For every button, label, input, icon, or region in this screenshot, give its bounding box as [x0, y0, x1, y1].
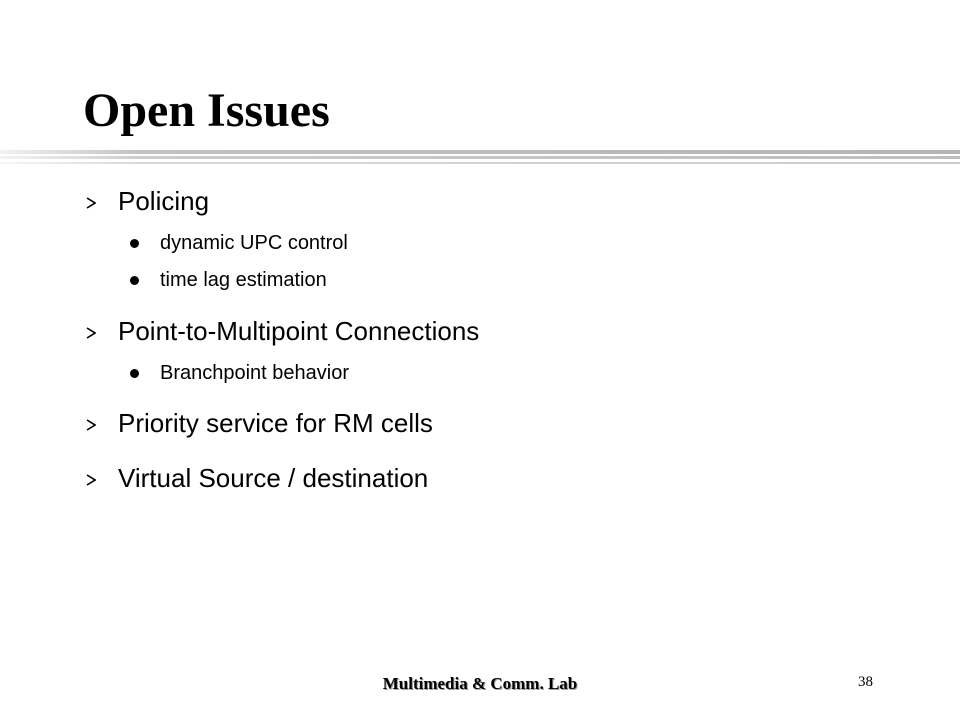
bullet-text: Priority service for RM cells — [118, 408, 433, 438]
slide-title: Open Issues — [83, 84, 330, 137]
dot-bullet-icon — [130, 276, 139, 285]
sub-bullet-text: Branchpoint behavior — [160, 362, 350, 384]
footer-lab-name: Multimedia & Comm. Lab — [382, 674, 578, 693]
bullet-text: Point-to-Multipoint Connections — [118, 316, 480, 346]
dot-bullet-icon — [130, 239, 139, 248]
arrowhead-bullet-icon — [86, 474, 96, 486]
arrowhead-bullet-icon — [86, 327, 96, 339]
sub-bullet-text: time lag estimation — [160, 269, 327, 291]
arrowhead-bullet-icon — [86, 197, 96, 209]
bullet-text: Virtual Source / destination — [118, 463, 429, 493]
arrowhead-bullet-icon — [86, 419, 96, 431]
bullet-text: Policing — [118, 186, 210, 216]
page-number: 38 — [858, 674, 873, 690]
sub-bullet-text: dynamic UPC control — [160, 232, 348, 254]
dot-bullet-icon — [130, 369, 139, 378]
